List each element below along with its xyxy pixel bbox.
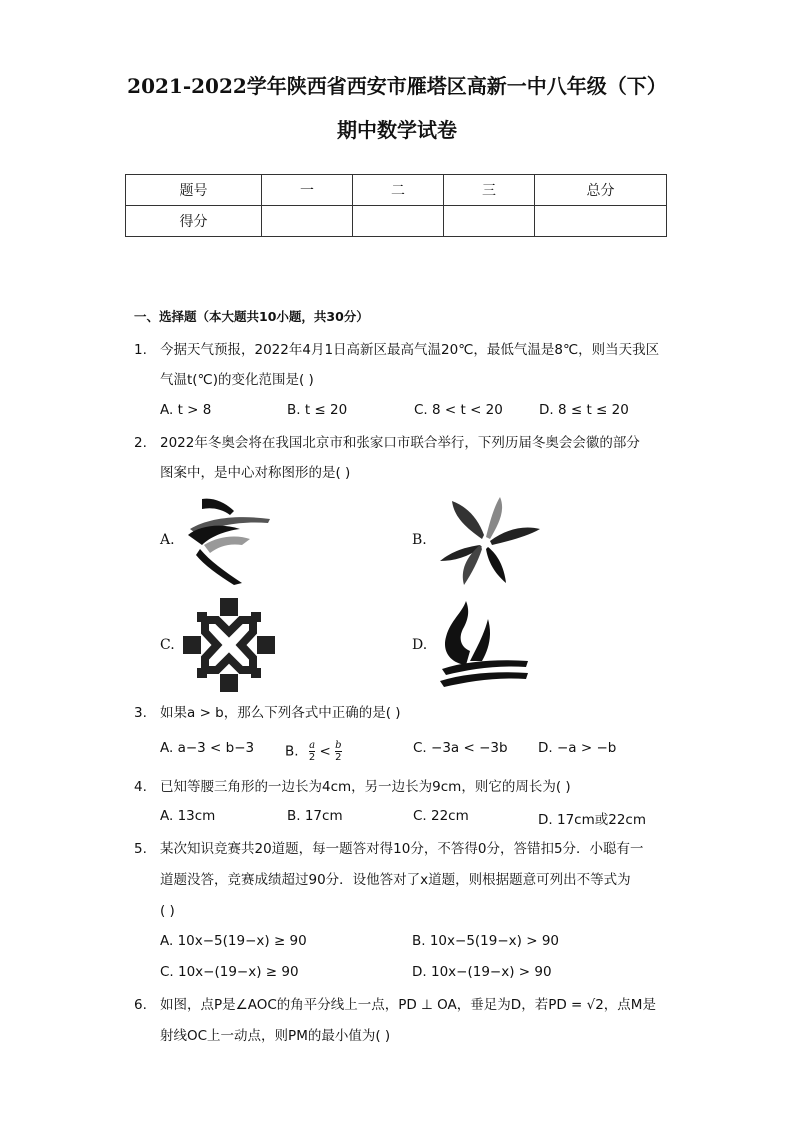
question-text: 如果a > b，那么下列各式中正确的是( )	[160, 705, 401, 721]
exam-title-line1: 2021-2022学年陕西省西安市雁塔区高新一中八年级（下）	[127, 74, 667, 98]
question-text: 如图，点P是∠AOC的角平分线上一点，PD ⊥ OA，垂足为D，若PD = √2，点M是	[160, 997, 656, 1013]
question-text: ( )	[160, 903, 175, 919]
question-text: 2022年冬奥会将在我国北京市和张家口市联合举行，下列历届冬奥会会徽的部分	[160, 435, 640, 451]
option-d: D.	[412, 637, 428, 653]
fraction-b-over-2: $\frac{b}{2}$	[335, 740, 342, 763]
less-than-sign: <	[319, 743, 331, 760]
question-number: 5.	[134, 841, 147, 857]
option-b	[285, 740, 342, 763]
score-table-header-row	[126, 175, 667, 206]
question-number: 3.	[134, 705, 147, 721]
option-c: C. −3a < −3b	[413, 740, 508, 756]
score-header-cell: 题号	[126, 175, 262, 206]
question-text: 今据天气预报，2022年4月1日高新区最高气温20℃，最低气温是8℃，则当天我区	[160, 342, 660, 358]
emblem-b-image	[432, 495, 542, 587]
question-text: 气温t(℃)的变化范围是( )	[160, 372, 314, 388]
score-header-cell: 三	[444, 175, 535, 206]
score-cell	[262, 206, 353, 237]
score-table-score-row	[126, 206, 667, 237]
option-d: D. 17cm或22cm	[538, 812, 646, 828]
question-number: 4.	[134, 779, 147, 795]
question-number: 2.	[134, 435, 147, 451]
emblem-a-image	[180, 495, 275, 587]
option-c: C. 8 < t < 20	[414, 402, 503, 418]
option-d: D. 10x−(19−x) > 90	[412, 964, 552, 980]
emblem-d-image	[436, 595, 536, 691]
option-b-prefix: B.	[285, 743, 299, 760]
score-header-cell: 总分	[535, 175, 667, 206]
score-cell	[353, 206, 444, 237]
option-b: B. t ≤ 20	[287, 402, 348, 418]
option-a: A. 13cm	[160, 808, 216, 824]
option-b: B. 17cm	[287, 808, 343, 824]
option-a: A. t > 8	[160, 402, 212, 418]
question-text: 射线OC上一动点，则PM的最小值为( )	[160, 1028, 391, 1044]
section-heading: 一、选择题（本大题共10小题，共30分）	[134, 309, 369, 324]
question-text: 道题没答，竞赛成绩超过90分．设他答对了x道题，则根据题意可列出不等式为	[160, 872, 631, 888]
option-c: C. 22cm	[413, 808, 469, 824]
option-b: B. 10x−5(19−x) > 90	[412, 933, 559, 949]
exam-title-line2: 期中数学试卷	[337, 118, 457, 142]
question-text: 图案中，是中心对称图形的是( )	[160, 465, 351, 481]
option-c: C. 10x−(19−x) ≥ 90	[160, 964, 299, 980]
score-row-label: 得分	[126, 206, 262, 237]
option-c: C.	[160, 637, 175, 653]
question-text: 某次知识竞赛共20道题，每一题答对得10分，不答得0分，答错扣5分．小聪有一	[160, 841, 644, 857]
question-number: 6.	[134, 997, 147, 1013]
option-d: D. 8 ≤ t ≤ 20	[539, 402, 629, 418]
option-b: B.	[412, 532, 427, 548]
option-a: A.	[160, 532, 175, 548]
emblem-c-image	[183, 598, 275, 692]
option-d: D. −a > −b	[538, 740, 617, 756]
score-header-cell: 二	[353, 175, 444, 206]
score-table	[125, 174, 667, 237]
question-text: 已知等腰三角形的一边长为4cm，另一边长为9cm，则它的周长为( )	[160, 779, 571, 795]
option-a: A. 10x−5(19−x) ≥ 90	[160, 933, 307, 949]
score-cell	[535, 206, 667, 237]
score-header-cell: 一	[262, 175, 353, 206]
option-a: A. a−3 < b−3	[160, 740, 255, 756]
question-number: 1.	[134, 342, 147, 358]
fraction-a-over-2: $\frac{a}{2}$	[308, 740, 316, 763]
score-cell	[444, 206, 535, 237]
